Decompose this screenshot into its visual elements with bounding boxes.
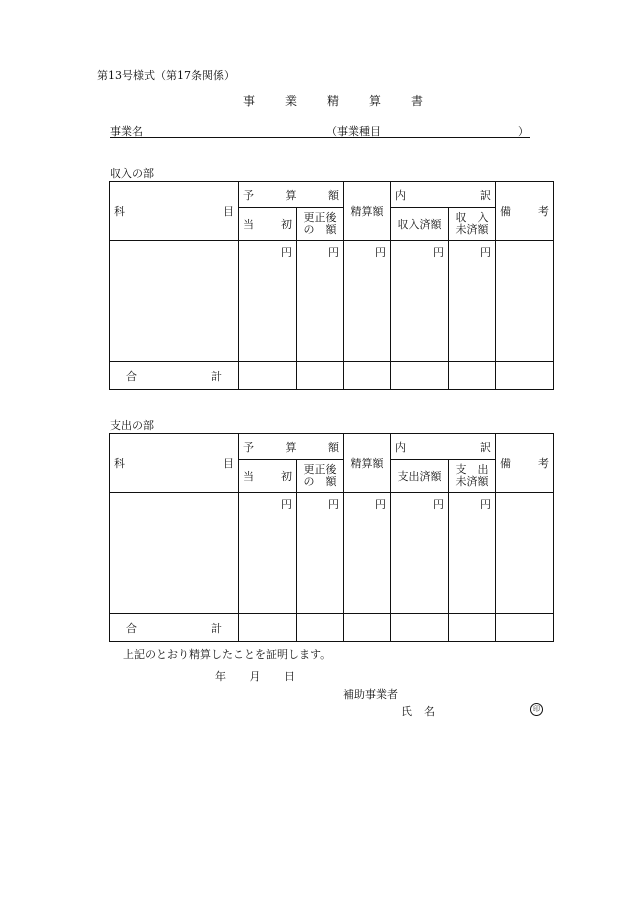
total-label: 合 計 (110, 362, 239, 390)
subject-header: 科 目 (110, 434, 239, 493)
project-name-label: 事業名 (110, 125, 143, 138)
seal-icon: 印 (530, 703, 543, 716)
budget-header: 予 算 額 (239, 182, 344, 208)
unit-label: 円 (449, 493, 496, 614)
income-data-row (110, 241, 554, 362)
expense-data-row (110, 493, 554, 614)
total-cell[interactable] (239, 362, 297, 390)
year-label: 年 (215, 670, 226, 683)
project-name-field[interactable] (110, 123, 530, 138)
income-done-header: 収入済額 (391, 208, 449, 241)
total-cell[interactable] (449, 614, 496, 642)
expense-section-label: 支出の部 (110, 419, 154, 432)
name-char: 名 (424, 705, 435, 718)
expense-table (109, 433, 554, 642)
unit-label: 円 (391, 241, 449, 362)
day-label: 日 (284, 670, 295, 683)
expense-total-row (110, 614, 554, 642)
remarks-header: 備 考 (496, 182, 554, 241)
remarks-cell[interactable] (496, 493, 554, 614)
total-cell[interactable] (391, 362, 449, 390)
expense-done-header: 支出済額 (391, 460, 449, 493)
title-char: 算 (368, 94, 381, 108)
revised-header: 更正後 の 額 (297, 460, 344, 493)
income-table (109, 181, 554, 390)
initial-header: 当 初 (239, 208, 297, 241)
total-cell[interactable] (297, 362, 344, 390)
form-number: 第13号様式（第17条関係） (97, 69, 235, 82)
unit-label: 円 (239, 241, 297, 362)
total-cell[interactable] (391, 614, 449, 642)
subject-header: 科 目 (110, 182, 239, 241)
settled-header: 精算額 (344, 434, 391, 493)
subject-cell[interactable] (110, 241, 239, 362)
name-field[interactable] (401, 703, 435, 719)
unit-label: 円 (297, 241, 344, 362)
income-pending-header: 収 入 未済額 (449, 208, 496, 241)
project-type-label: （事業種目 (326, 125, 381, 138)
remarks-header: 備 考 (496, 434, 554, 493)
total-cell[interactable] (496, 614, 554, 642)
unit-label: 円 (344, 493, 391, 614)
project-type-close: ） (518, 125, 529, 138)
breakdown-header: 内 訳 (391, 182, 496, 208)
expense-pending-header: 支 出 未済額 (449, 460, 496, 493)
total-cell[interactable] (297, 614, 344, 642)
unit-label: 円 (297, 493, 344, 614)
revised-header: 更正後 の 額 (297, 208, 344, 241)
income-total-row (110, 362, 554, 390)
initial-header: 当 初 (239, 460, 297, 493)
unit-label: 円 (344, 241, 391, 362)
title-char: 精 (326, 94, 339, 108)
month-label: 月 (249, 670, 261, 683)
total-label: 合 計 (110, 614, 239, 642)
total-cell[interactable] (344, 362, 391, 390)
remarks-cell[interactable] (496, 241, 554, 362)
title-char: 業 (284, 94, 297, 108)
total-cell[interactable] (496, 362, 554, 390)
title-char: 書 (410, 94, 423, 108)
unit-label: 円 (449, 241, 496, 362)
total-cell[interactable] (344, 614, 391, 642)
certification-text: 上記のとおり精算したことを証明します。 (123, 648, 332, 661)
unit-label: 円 (391, 493, 449, 614)
document-title (243, 92, 423, 109)
title-char: 事 (243, 94, 256, 108)
subject-cell[interactable] (110, 493, 239, 614)
name-char: 氏 (401, 705, 412, 718)
settled-header: 精算額 (344, 182, 391, 241)
applicant-label: 補助事業者 (343, 688, 398, 701)
total-cell[interactable] (239, 614, 297, 642)
total-cell[interactable] (449, 362, 496, 390)
breakdown-header: 内 訳 (391, 434, 496, 460)
date-line[interactable] (215, 668, 295, 684)
income-section-label: 収入の部 (110, 167, 154, 180)
budget-header: 予 算 額 (239, 434, 344, 460)
unit-label: 円 (239, 493, 297, 614)
